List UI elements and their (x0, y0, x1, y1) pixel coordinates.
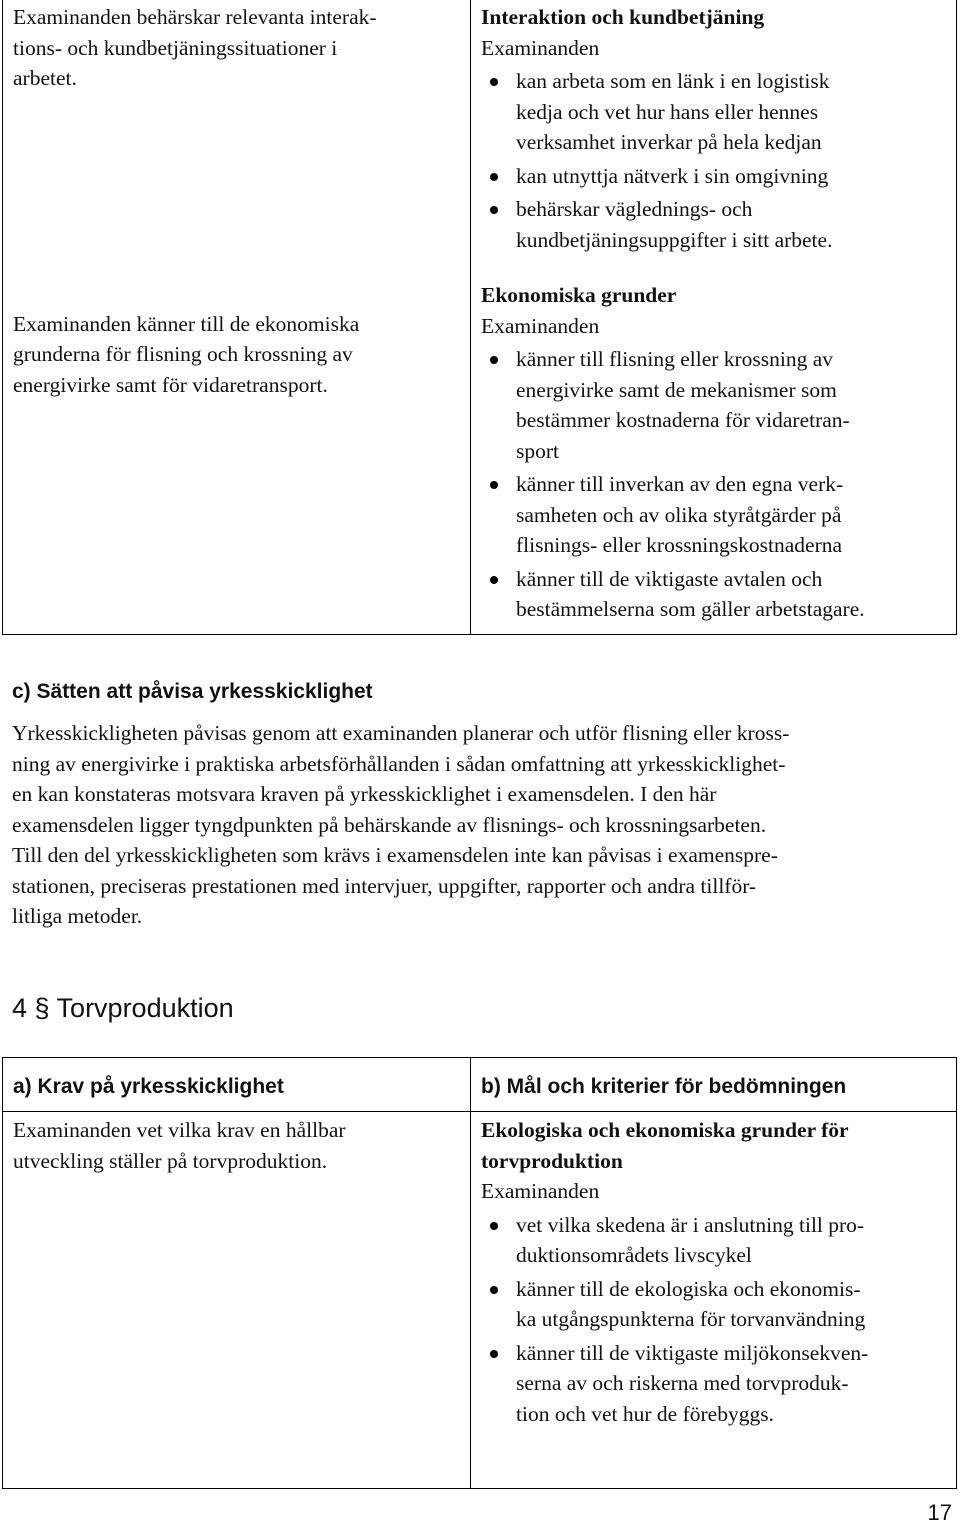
table-divider (470, 1058, 471, 1488)
text-line: tions- och kundbetjäningssituationer i (13, 35, 338, 60)
text-line: Examinanden vet vilka krav en hållbar (13, 1118, 346, 1142)
section-heading: Ekonomiska grunder (481, 283, 677, 307)
criteria-header: b) Mål och kriterier för bedömningen (481, 1075, 847, 1098)
section-heading: Ekologiska och ekonomiska grunder för torvproduktion (481, 1118, 849, 1173)
page-number: 17 (927, 1500, 952, 1525)
text-line: stationen, preciseras prestationen med intervjuer, uppgifter, rapporter och andra tillför- (12, 873, 757, 898)
section-c-paragraph (12, 718, 948, 932)
bullet-icon (490, 1350, 498, 1358)
skill-paragraph-economics (13, 309, 463, 401)
text-line: utveckling ställer på torvproduktion. (13, 1148, 328, 1173)
text-line: Till den del yrkesskickligheten som krävs i examensdelen inte kan påvisas i examenspre- (12, 843, 778, 867)
section-interaction (481, 2, 951, 255)
list-item: kan utnyttja nätverk i sin omgivning (481, 161, 951, 192)
text-line: en kan konstateras motsvara kraven på yrkesskicklighet i examensdelen. I den här (12, 782, 717, 806)
top-criteria-table (2, 0, 957, 635)
text-line: ning av energivirke i praktiska arbetsförhållanden i sådan omfattning att yrkesskicklighet- (12, 751, 786, 776)
bullet-icon (490, 576, 498, 584)
section-heading: Interaktion och kundbetjäning (481, 5, 765, 29)
text-line: energivirke samt för vidaretransport. (13, 372, 328, 397)
section-c-heading: c) Sätten att påvisa yrkesskicklighet (12, 680, 373, 703)
text-line: litliga metoder. (12, 904, 143, 928)
bottom-criteria-table (2, 1057, 957, 1489)
list-item: känner till de viktigaste avtalen och bestämmelserna som gäller arbetstagare. (481, 564, 951, 625)
text-line: grunderna för flisning och krossning av (13, 342, 353, 366)
section-subject: Examinanden (481, 1179, 600, 1203)
criteria-column (481, 1115, 951, 1432)
list-item: känner till de ekologiska och ekonomis- ka utgångspunkterna för torvanvändning (481, 1274, 951, 1335)
requirements-header: a) Krav på yrkesskicklighet (13, 1075, 284, 1098)
list-item: kan arbeta som en länk i en logistisk kedja och vet hur hans eller hennes verksamhet inverkar på hela kedjan (481, 66, 951, 158)
bullet-icon (490, 481, 498, 489)
section-subject: Examinanden (481, 313, 600, 338)
text-line: Examinanden känner till de ekonomiska (13, 311, 360, 336)
top-left-column (13, 2, 463, 400)
list-item: känner till flisning eller krossning av energivirke samt de mekanismer som bestämmer kostnaderna för vidaretran- sport (481, 344, 951, 466)
skill-paragraph-interaction (13, 2, 463, 94)
text-line: Examinanden behärskar relevanta interak- (13, 5, 377, 29)
bullet-icon (490, 173, 498, 181)
list-item: känner till inverkan av den egna verk- samheten och av olika styråtgärder på flisnings- eller krossningskostnaderna (481, 469, 951, 561)
bullet-icon (490, 1222, 498, 1230)
text-line: Yrkesskickligheten påvisas genom att examinanden planerar och utför flisning eller kross- (12, 721, 790, 745)
header-separator (3, 1111, 956, 1112)
text-line: arbetet. (13, 66, 77, 90)
list-item: behärskar väglednings- och kundbetjäningsuppgifter i sitt arbete. (481, 194, 951, 255)
section-subject: Examinanden (481, 35, 600, 60)
bullet-icon (490, 206, 498, 214)
bullet-icon (490, 78, 498, 86)
section-economics (481, 280, 951, 625)
list-item: vet vilka skedena är i anslutning till pro- duktionsområdets livscykel (481, 1210, 951, 1271)
section-4-title: 4 § Torvproduktion (12, 993, 234, 1023)
top-right-column (481, 2, 951, 628)
bullet-icon (490, 356, 498, 364)
table-divider (470, 0, 471, 634)
text-line: examensdelen ligger tyngdpunkten på behärskande av flisnings- och krossningsarbeten. (12, 812, 767, 837)
requirements-text (13, 1115, 463, 1176)
list-item: känner till de viktigaste miljökonsekven- serna av och riskerna med torvproduk- tion och vet hur de förebyggs. (481, 1338, 951, 1430)
bullet-icon (490, 1286, 498, 1294)
